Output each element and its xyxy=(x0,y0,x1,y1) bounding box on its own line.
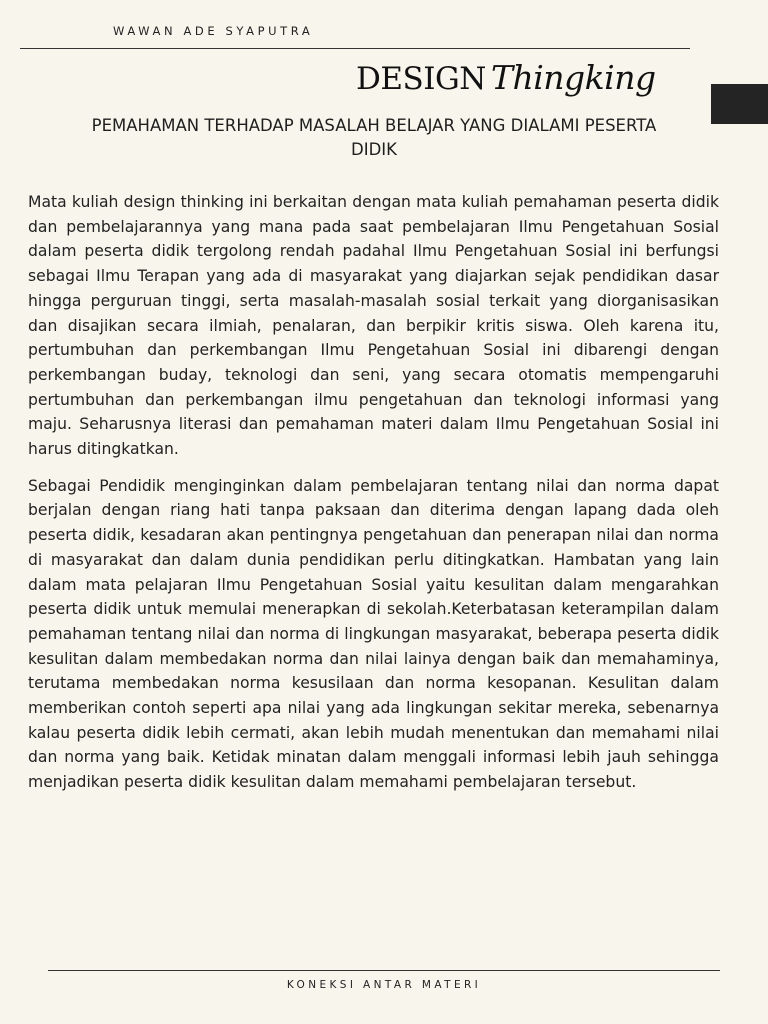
paragraph: Sebagai Pendidik menginginkan dalam pembelajaran tentang nilai dan norma dapat berjalan dengan riang hati tanpa paksaan dan diterima dengan lapang dada oleh peserta didik, kesadaran akan pentingnya pengetahuan dan penerapan nilai dan norma di masyarakat dan dalam dunia pendidikan perlu ditingkatkan. Hambatan yang lain dalam mata pelajaran Ilmu Pengetahuan Sosial yaitu kesulitan dalam mengarahkan peserta didik untuk memulai menerapkan di sekolah.Keterbatasan keterampilan dalam pemahaman tentang nilai dan norma di lingkungan masyarakat, beberapa peserta didik kesulitan dalam membedakan norma dan nilai lainya dengan baik dan memahaminya, terutama membedakan norma kesusilaan dan norma kesopanan. Kesulitan dalam memberikan contoh seperti apa nilai yang ada lingkungan sekitar mereka, sebenarnya kalau peserta didik lebih cermati, akan lebih mudah menentukan dan memahami nilai dan norma yang baik. Ketidak minatan dalam menggali informasi lebih jauh sehingga menjadikan peserta didik kesulitan dalam memahami pembelajaran tersebut. xyxy=(28,476,719,792)
author-name: WAWAN ADE SYAPUTRA xyxy=(113,24,314,38)
footer-label: KONEKSI ANTAR MATERI xyxy=(286,979,482,991)
paragraph: Mata kuliah design thinking ini berkaitan dengan mata kuliah pemahaman peserta didik dan pembelajarannya yang mana pada saat pembelajaran Ilmu Pengetahuan Sosial dalam peserta didik tergolong rendah padahal Ilmu Pengetahuan Sosial ini berfungsi sebagai Ilmu Terapan yang ada di masyarakat yang diajarkan sejak pendidikan dasar hingga perguruan tinggi, serta masalah-masalah sosial terkait yang diorganisasikan dan disajikan secara ilmiah, penalaran, dan berpikir kritis siswa. Oleh karena itu, pertumbuhan dan perkembangan Ilmu Pengetahuan Sosial ini dibarengi dengan perkembangan buday, teknologi dan seni, yang secara otomatis mempengaruhi pertumbuhan dan perkembangan ilmu pengetahuan dan teknologi informasi yang maju. Seharusnya literasi dan pemahaman materi dalam Ilmu Pengetahuan Sosial ini harus ditingkatkan. xyxy=(28,193,719,459)
body-text xyxy=(28,190,719,795)
page-title xyxy=(356,58,656,97)
decorative-block xyxy=(711,84,768,124)
title-main: DESIGN xyxy=(356,61,486,97)
footer-divider xyxy=(48,970,720,971)
header-divider xyxy=(20,48,690,49)
title-italic: Thingking xyxy=(490,58,656,97)
section-subtitle: PEMAHAMAN TERHADAP MASALAH BELAJAR YANG DIALAMI PESERTA DIDIK xyxy=(91,116,657,159)
